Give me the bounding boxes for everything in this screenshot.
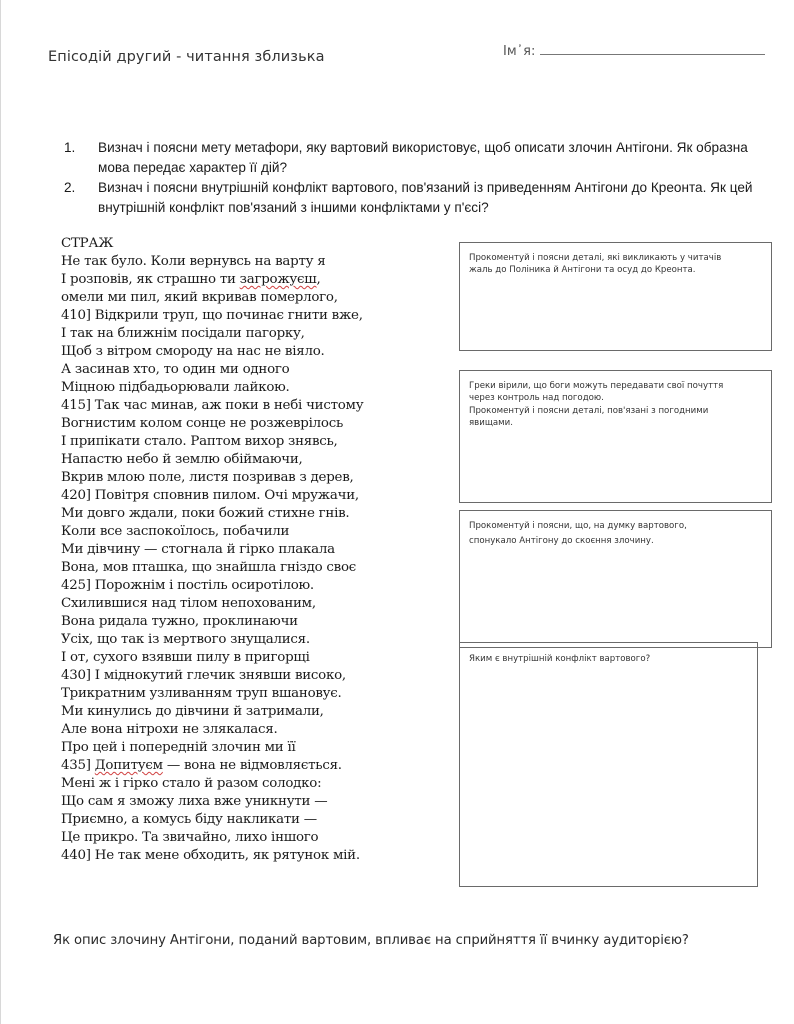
poem-excerpt [61,235,363,865]
annotation-box-motive[interactable] [459,510,772,648]
poem-line: Вкрив млою поле, листя позривав з дерев, [61,470,354,485]
annotation-box-inner-conflict[interactable] [459,642,758,887]
poem-line: 415] Так час минав, аж поки в небі чистому [61,398,364,413]
poem-line: Ми довго ждали, поки божий стихне гнів. [61,506,350,521]
poem-line: Вогнистим колом сонце не розжеврілось [61,416,344,431]
poem-line: Трикратним узливанням труп вшановує. [61,686,342,701]
poem-line: Але вона нітрохи не злякалася. [61,722,278,737]
poem-line: І от, сухого взявши пилу в пригорщі [61,650,310,665]
box-prompt-line: жаль до Поліника й Антігони та осуд до Креонта. [469,265,696,276]
poem-line: Міцною підбадьорювали лайкою. [61,380,290,395]
worksheet-title: Епісодій другий - читання зблизька [48,49,325,65]
poem-line: Про цей і попередній злочин ми її [61,740,296,755]
poem-line: А засинав хто, то один ми одного [61,362,290,377]
poem-line: Ми дівчину — стогнала й гірко плакала [61,542,335,557]
poem-line: Схилившися над тілом непохованим, [61,596,316,611]
poem-line: Вона ридала тужно, проклинаючи [61,614,298,629]
box-prompt-line: Греки вірили, що боги можуть передавати свої почуття [469,381,724,391]
bottom-question: Як опис злочину Антігони, поданий вартовим, впливає на сприйняття її вчинку аудиторією? [53,933,689,948]
poem-line: 430] І міднокутий глечик знявши високо, [61,668,346,683]
question-number: 1. [64,140,76,155]
question-text: Визнач і поясни внутрішній конфлікт вартового, пов'язаний із приведенням Антігони до Креонта. Як цей внутрішній конфлікт пов'язаний з іншими конфліктами у п'єсі? [98,180,753,215]
spellcheck-flagged-word[interactable]: загрожуєш [239,272,317,287]
poem-line: Не так було. Коли вернувсь на варту я [61,254,326,269]
box-prompt-line: Прокоментуй і поясни, що, на думку вартового, [469,521,687,531]
poem-line: омели ми пил, який вкривав померлого, [61,290,338,305]
poem-line: Щоб з вітром смороду на нас не віяло. [61,344,325,359]
box-prompt-line: Яким є внутрішній конфлікт вартового? [469,654,651,664]
box-prompt-line: через контроль над погодою. [469,393,604,404]
annotation-box-weather[interactable] [459,370,772,503]
poem-line: 425] Порожнім і постіль осиротілою. [61,578,314,593]
question-text: Визнач і поясни мету метафори, яку вартовий використовує, щоб описати злочин Антігони. Як образна мова передає характер її дій? [98,140,748,175]
poem-line: Приємно, а комусь біду накликати — [61,812,317,827]
box-prompt-line: Прокоментуй і поясни деталі, пов'язані з погодними [469,405,709,416]
box-prompt-line: явищами. [469,418,513,429]
poem-line: І припікати стало. Раптом вихор знявсь, [61,434,338,449]
poem-line: Це прикро. Та звичайно, лихо іншого [61,830,319,845]
poem-line: Вона, мов пташка, що знайшла гніздо своє [61,560,357,575]
poem-line: І розповів, як страшно ти загрожуєш, [61,272,321,287]
box-prompt-line: Прокоментуй і поясни деталі, які викликають у читачів [469,253,722,263]
poem-line: Що сам я зможу лиха вже уникнути — [61,794,328,809]
poem-line: 410] Відкрили труп, що починає гнити вже, [61,308,363,323]
poem-lines [61,253,363,865]
poem-line: Коли все заспокоїлось, побачили [61,524,290,539]
poem-line: 420] Повітря сповнив пилом. Очі мружачи, [61,488,359,503]
poem-line: Мені ж і гірко стало й разом солодко: [61,776,322,791]
question-number: 2. [64,180,76,195]
poem-line: Усіх, що так із мертвого знущалися. [61,632,310,647]
spellcheck-flagged-word[interactable]: Допитуєм [94,758,163,773]
poem-line: 440] Не так мене обходить, як рятунок мій. [61,848,360,863]
page-edge [0,0,1,1024]
name-label: Ім᾽я: [503,44,536,59]
poem-line: Напастю небо й землю обіймаючи, [61,452,303,467]
poem-line: 435] Допитуєм — вона не відмовляється. [61,758,342,773]
question-item [64,138,754,178]
name-field[interactable] [503,43,765,59]
poem-line: Ми кинулись до дівчини й затримали, [61,704,324,719]
poem-speaker: СТРАЖ [61,236,114,251]
question-item [64,178,754,218]
poem-line: І так на ближнім посідали пагорку, [61,326,305,341]
name-blank-line[interactable] [540,43,765,55]
annotation-box-sympathy[interactable] [459,242,772,351]
question-list [64,138,754,218]
box-prompt-line: спонукало Антігону до скоєння злочину. [469,535,654,546]
